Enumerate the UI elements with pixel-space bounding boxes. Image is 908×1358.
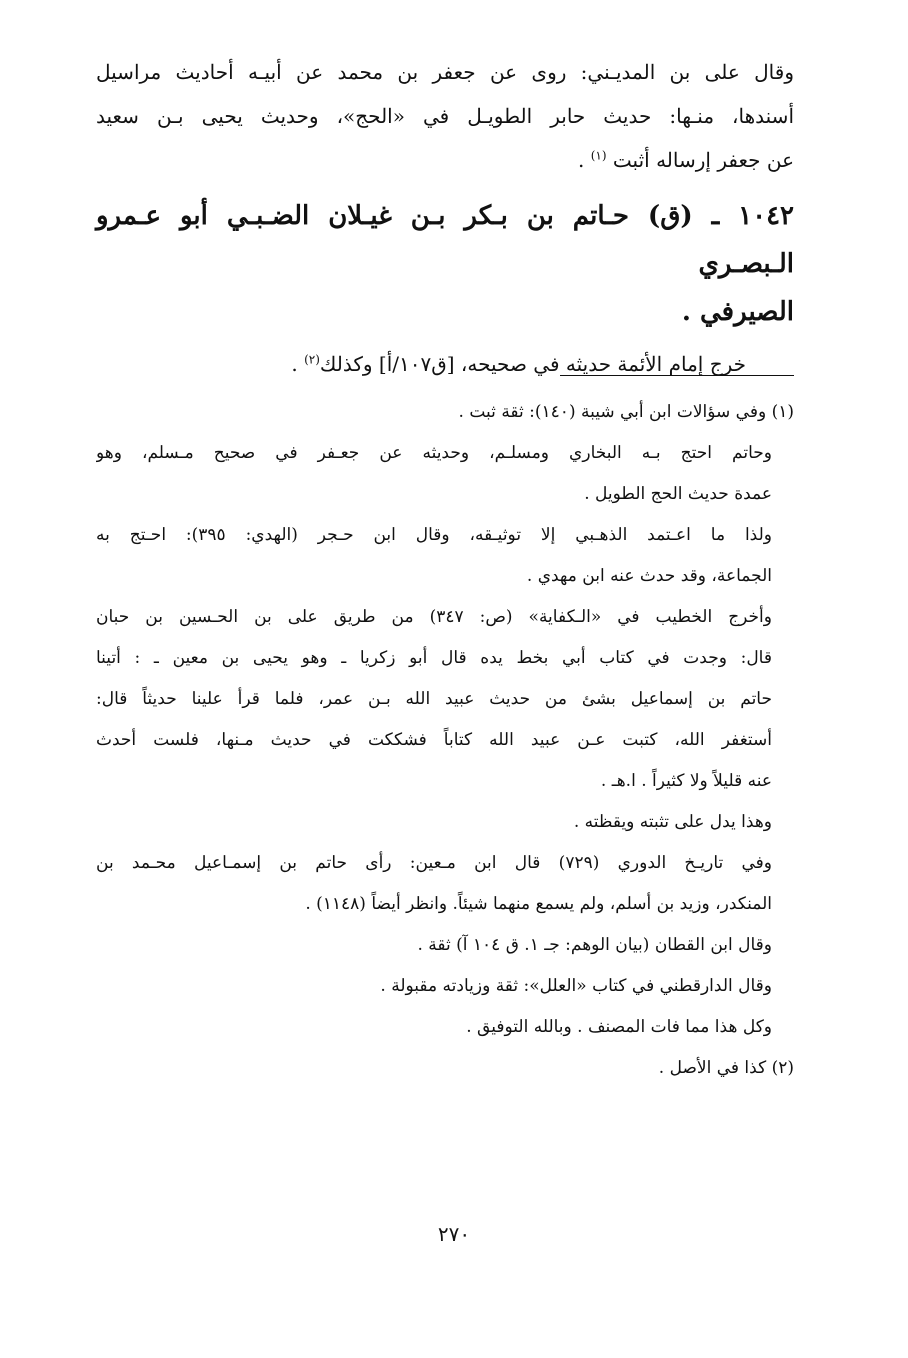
footnote-divider: [560, 375, 794, 376]
footnote-line: أستغفر الله، كتبت عـن عبيد الله كتاباً فشككت في حديث مـنها، فلست أحدث: [96, 730, 772, 750]
body-paragraph: [96, 50, 794, 182]
entry-text-end: .: [291, 352, 298, 376]
body-line-3-end: .: [578, 148, 585, 172]
footnote-line: عمدة حديث الحج الطويل .: [584, 484, 772, 504]
footnote-line: وقال ابن القطان (بيان الوهم: جـ ١. ق ١٠٤ آ) ثقة .: [417, 935, 772, 955]
page-content: [96, 50, 794, 386]
footnote-line: الجماعة، وقد حدث عنه ابن مهدي .: [526, 566, 772, 586]
body-line-2: أسندها، منـها: حديث حابر الطويـل في «الحج»، وحديث يحيى بـن سعيد: [96, 104, 794, 128]
entry-heading: [96, 192, 794, 336]
footnote-line: وحاتم احتج بـه البخاري ومسلـم، وحديثه عن جعـفر في صحيح مـسلم، وهو: [96, 443, 772, 463]
body-line-3-text: عن جعفر إرساله أثبت: [612, 148, 794, 172]
footnote-line: وفي تاريـخ الدوري (٧٢٩) قال ابن مـعين: رأى حاتم بن إسمـاعيل محـمد بن: [96, 853, 772, 873]
entry-text: [96, 342, 794, 386]
footnote-marker-1: (١): [590, 148, 607, 163]
footnote-line: وأخرج الخطيب في «الـكفاية» (ص: ٣٤٧) من طريق على بن الحـسين بن حبان: [96, 607, 772, 627]
page-number: ٢٧٠: [437, 1222, 471, 1246]
footnote-line: قال: وجدت في كتاب أبي بخط يده قال أبو زكريا ـ وهو يحيى بن معين ـ : أتينا: [96, 648, 772, 668]
body-line-1: وقال على بن المديـني: روى عن جعفر بن محمد عن أبيـه أحاديث مراسيل: [96, 60, 794, 84]
footnote-line: وكل هذا مما فات المصنف . وبالله التوفيق .: [466, 1017, 772, 1037]
entry-heading-line-1: ١٠٤٢ ـ (ق) حـاتم بن بـكر بـن غيـلان الضـبـي أبو عـمرو الـبصـري: [96, 201, 794, 279]
footnote-line: (٢) كذا في الأصل .: [658, 1058, 794, 1078]
footnote-line: (١) وفي سؤالات ابن أبي شيبة (١٤٠): ثقة ثبت .: [458, 402, 794, 422]
footnote-line: المنكدر، وزيد بن أسلم، ولم يسمع منهما شيئاً. وانظر أيضاً (١١٤٨) .: [305, 894, 772, 914]
footnote-marker-2: (٢): [304, 352, 320, 367]
body-line-3: [96, 138, 794, 182]
footnote-line: وقال الدارقطني في كتاب «العلل»: ثقة وزيادته مقبولة .: [380, 976, 772, 996]
footnote-line: حاتم بن إسماعيل بشئ من حديث عبيد الله بـن عمر، فلما قرأ علينا حديثاً قال:: [96, 689, 772, 709]
footnote-line: ولذا ما اعـتمد الذهـبي إلا توثيـقه، وقال ابن حـجر (الهدي: ٣٩٥): احـتج به: [96, 525, 772, 545]
entry-heading-line-2: الصيرفي .: [681, 297, 794, 327]
footnote-line: عنه قليلاً ولا كثيراً . ا.هـ .: [600, 771, 772, 791]
footnote-line: وهذا يدل على تثبته ويقظته .: [573, 812, 772, 832]
entry-text-body: خرج إمام الأئمة حديثه في صحيحه، [ق١٠٧/أ] وكذلك: [319, 352, 746, 376]
footnotes-section: [96, 392, 794, 1089]
